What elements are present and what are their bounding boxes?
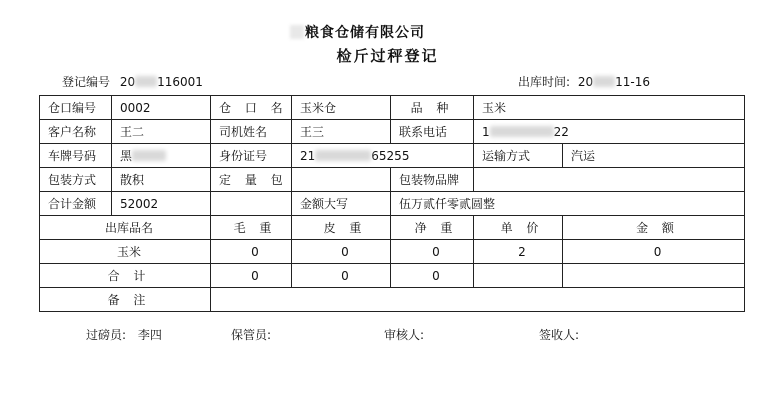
phone-redaction: [490, 126, 554, 137]
goods-header-tare: 皮 重: [292, 216, 391, 240]
goods-data-row: [40, 240, 745, 264]
id-suffix: 65255: [371, 148, 410, 163]
goods-total-gross: 0: [211, 264, 292, 288]
packing-label: 包装方式: [40, 168, 112, 192]
weigher-signature: [86, 326, 162, 343]
weigher-label: 过磅员:: [86, 328, 127, 342]
amount-upper-value: 伍万贰仟零贰圆整: [391, 192, 745, 216]
driver-label: 司机姓名: [211, 120, 292, 144]
goods-price: 2: [474, 240, 563, 264]
company-name: 粮食仓储有限公司: [290, 22, 490, 42]
goods-header-amount: 金 额: [563, 216, 745, 240]
plate-label: 车牌号码: [40, 144, 112, 168]
out-time-suffix: 11-16: [615, 75, 651, 89]
goods-header-name: 出库品名: [40, 216, 211, 240]
form-row-total: [40, 192, 745, 216]
plate-value: [112, 144, 211, 168]
warehouse-name-label: 仓 口 名: [211, 96, 292, 120]
form-row-packing: [40, 168, 745, 192]
goods-amount: 0: [563, 240, 745, 264]
out-time: [518, 73, 650, 90]
pack-brand-value: [474, 168, 745, 192]
warehouse-no-label: 仓口编号: [40, 96, 112, 120]
goods-tare: 0: [292, 240, 391, 264]
pack-brand-label: 包装物品牌: [391, 168, 474, 192]
reg-no-suffix: 116001: [157, 75, 203, 89]
document-title: 检斤过秤登记: [336, 47, 439, 65]
warehouse-no-value: 0002: [112, 96, 211, 120]
id-label: 身份证号: [211, 144, 292, 168]
driver-value: 王三: [292, 120, 391, 144]
id-redaction: [315, 150, 371, 161]
goods-total-row: [40, 264, 745, 288]
total-value: 52002: [112, 192, 211, 216]
phone-prefix: 1: [482, 124, 490, 139]
goods-header-net: 净 重: [391, 216, 474, 240]
fixed-pack-label: 定 量 包: [211, 168, 292, 192]
fixed-pack-value: [292, 168, 391, 192]
weighing-form: [39, 95, 745, 312]
auditor-label: 审核人:: [384, 328, 425, 342]
customer-value: 王二: [112, 120, 211, 144]
remarks-row: [40, 288, 745, 312]
reg-no-prefix: 20: [119, 75, 136, 89]
form-row-plate: [40, 144, 745, 168]
phone-suffix: 22: [553, 124, 569, 139]
goods-header-row: [40, 216, 745, 240]
id-prefix: 21: [300, 148, 316, 163]
weigher-name: 李四: [137, 328, 162, 342]
goods-net: 0: [391, 240, 474, 264]
registration-number: [62, 73, 203, 90]
amount-upper-label: 金额大写: [292, 192, 391, 216]
phone-label: 联系电话: [391, 120, 474, 144]
goods-total-tare: 0: [292, 264, 391, 288]
phone-value: [474, 120, 745, 144]
blank-cell: [211, 192, 292, 216]
packing-value: 散积: [112, 168, 211, 192]
receiver-label: 签收人:: [539, 328, 580, 342]
form-row-warehouse: [40, 96, 745, 120]
transport-label: 运输方式: [474, 144, 563, 168]
form-row-customer: [40, 120, 745, 144]
goods-gross: 0: [211, 240, 292, 264]
out-time-label: 出库时间:: [518, 75, 571, 89]
remarks-label: 备 注: [40, 288, 211, 312]
goods-total-amount: [563, 264, 745, 288]
goods-header-price: 单 价: [474, 216, 563, 240]
remarks-value: [211, 288, 745, 312]
keeper-label: 保管员:: [231, 328, 272, 342]
out-time-prefix: 20: [577, 75, 594, 89]
customer-label: 客户名称: [40, 120, 112, 144]
goods-header-gross: 毛 重: [211, 216, 292, 240]
out-time-redaction: [593, 76, 615, 87]
plate-redaction: [132, 150, 166, 161]
redacted-company-prefix: [290, 25, 304, 39]
variety-label: 品 种: [391, 96, 474, 120]
plate-prefix: 黑: [120, 149, 133, 163]
variety-value: 玉米: [474, 96, 745, 120]
total-label: 合计金额: [40, 192, 112, 216]
id-value: [292, 144, 474, 168]
goods-total-price: [474, 264, 563, 288]
transport-value: 汽运: [563, 144, 745, 168]
goods-total-label: 合 计: [40, 264, 211, 288]
goods-name: 玉米: [40, 240, 211, 264]
goods-total-net: 0: [391, 264, 474, 288]
reg-no-label: 登记编号: [62, 75, 111, 89]
warehouse-name-value: 玉米仓: [292, 96, 391, 120]
reg-no-redaction: [135, 76, 157, 87]
